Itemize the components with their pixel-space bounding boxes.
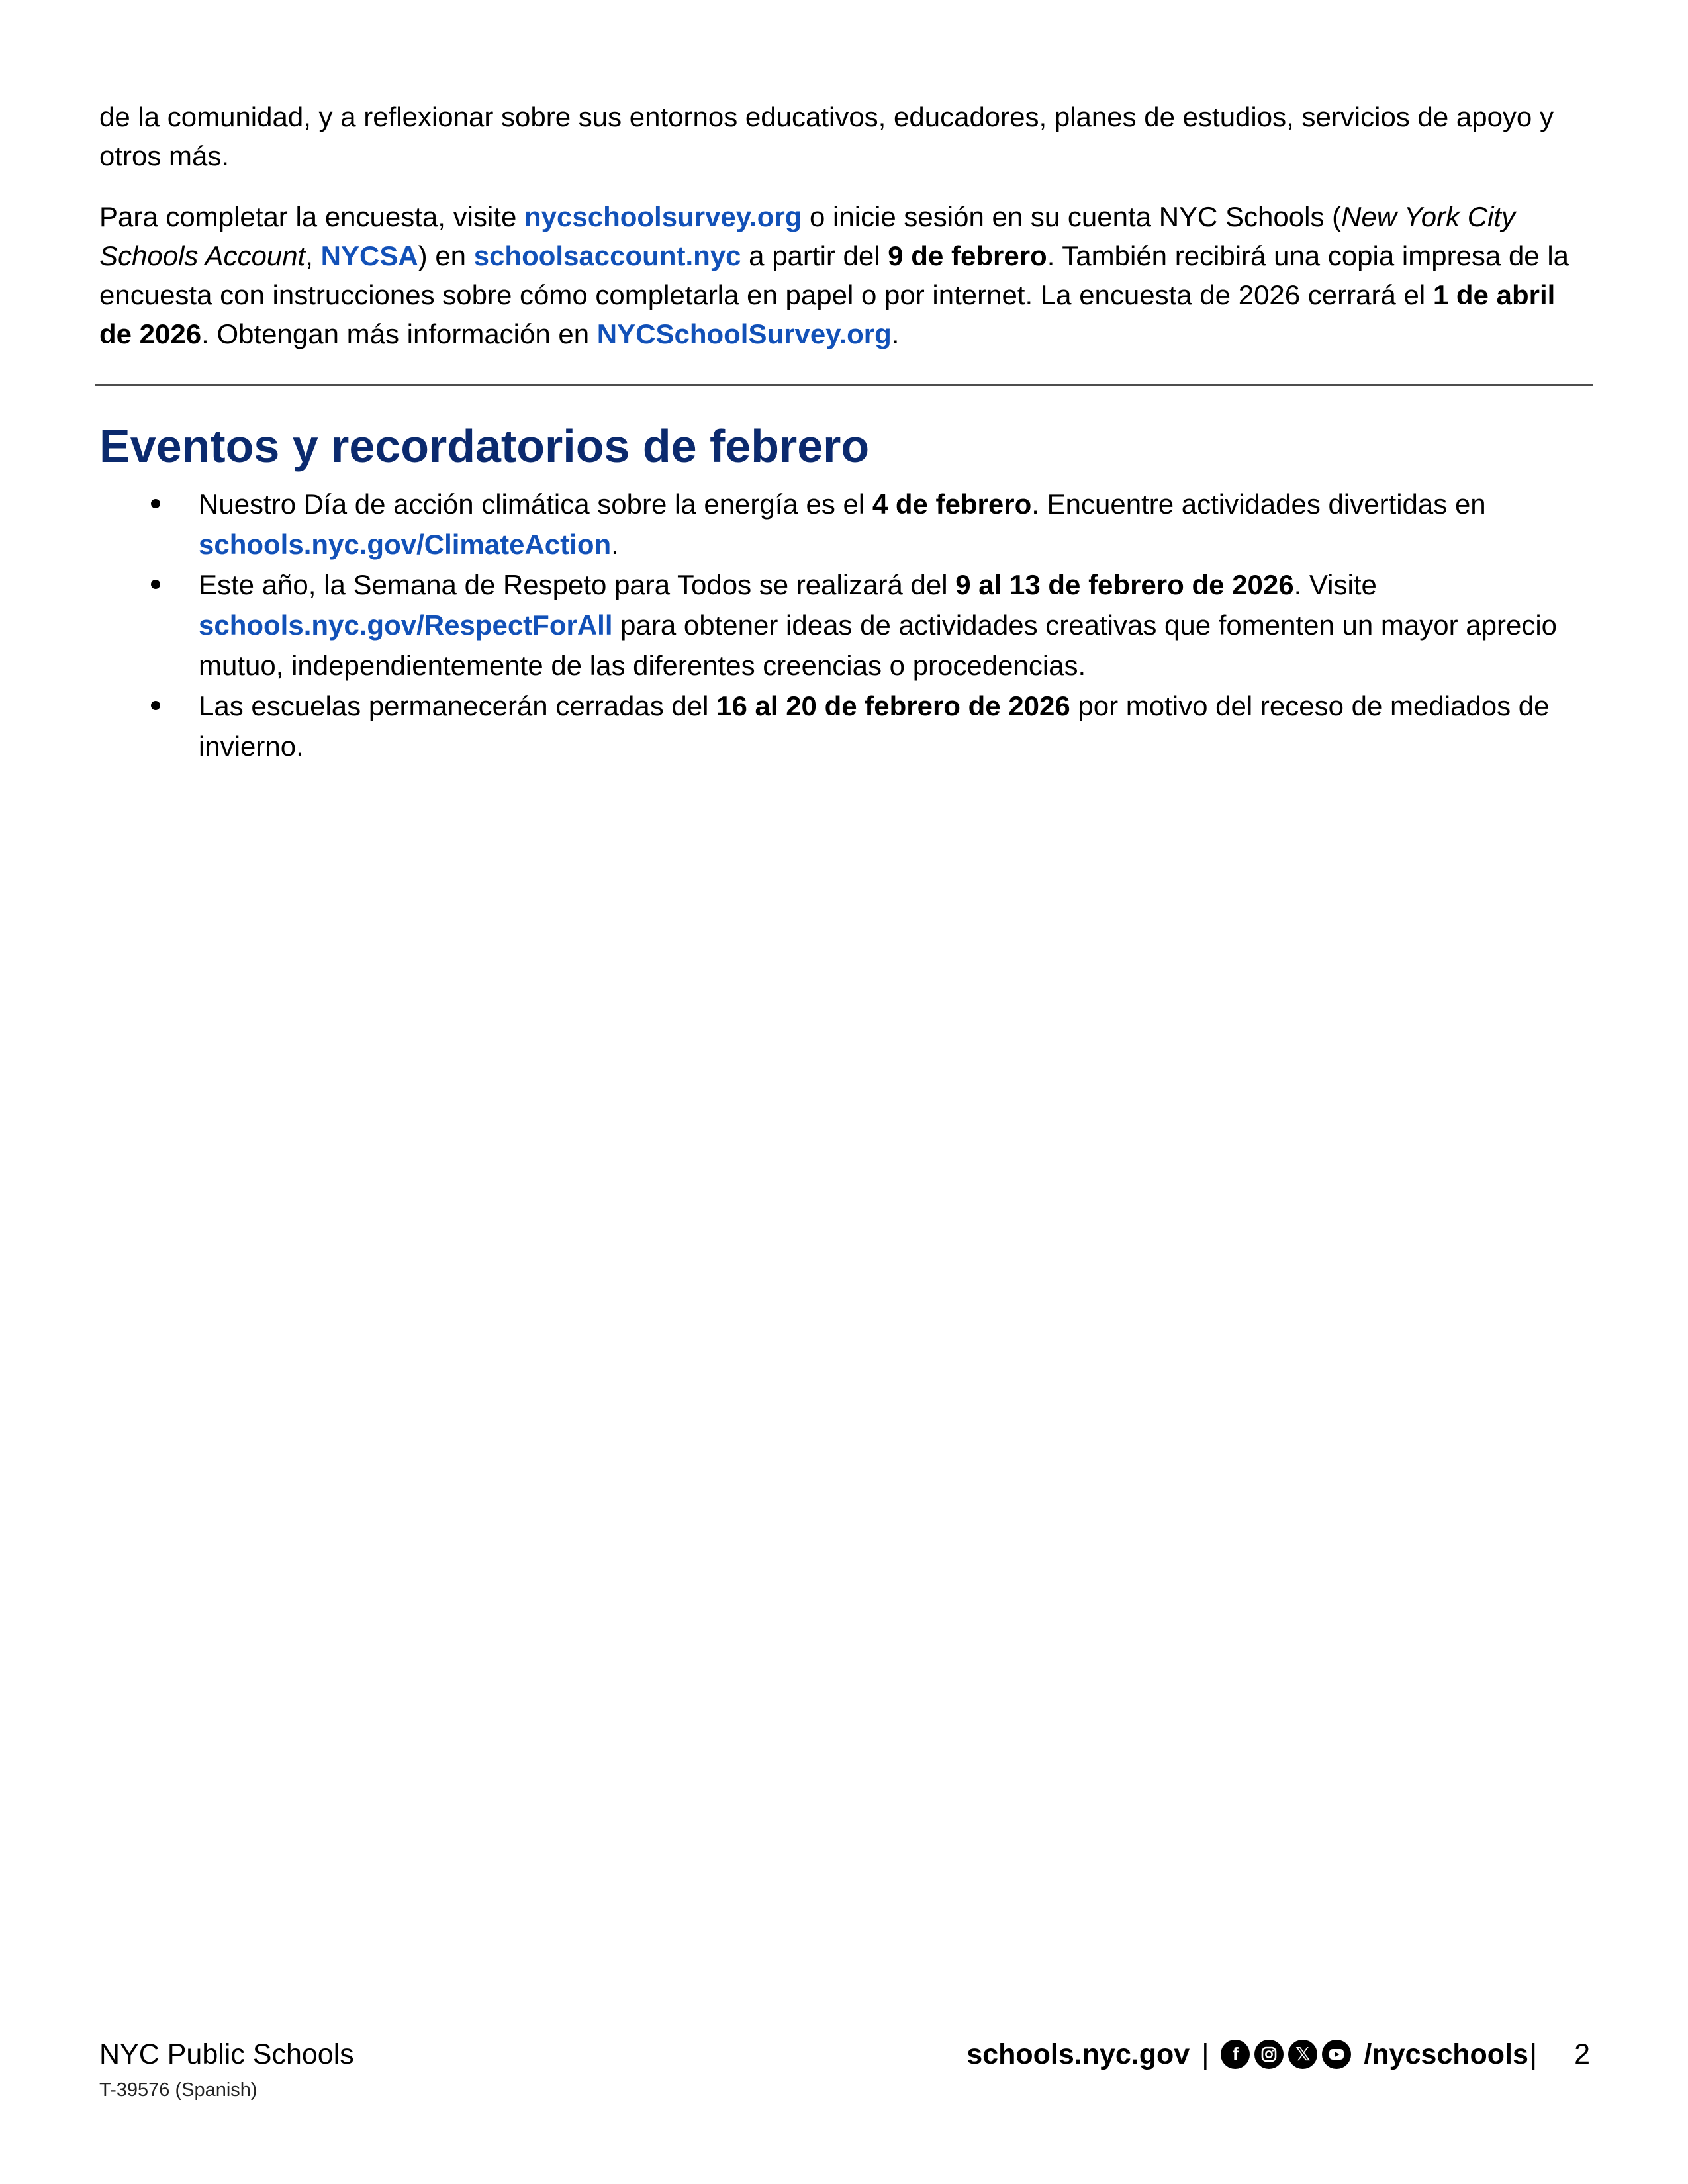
climate-action-link[interactable]: schools.nyc.gov/ClimateAction [199, 529, 612, 560]
footer-website-link[interactable]: schools.nyc.gov [966, 2038, 1190, 2070]
event-text: Este año, la Semana de Respeto para Todos se realizará del [199, 569, 956, 600]
events-list [99, 484, 1589, 766]
section-divider [95, 384, 1593, 386]
event-text: . Encuentre actividades divertidas en [1031, 488, 1486, 520]
event-text: . [611, 529, 619, 560]
event-text: Las escuelas permanecerán cerradas del [199, 690, 717, 721]
youtube-icon[interactable] [1322, 2040, 1351, 2069]
footer-handle-separator: | [1529, 2038, 1538, 2070]
instagram-icon[interactable] [1254, 2040, 1284, 2069]
schoolsaccount-link[interactable]: schoolsaccount.nyc [473, 240, 741, 271]
list-item [99, 686, 1589, 766]
nycschoolsurvey-more-info-link[interactable]: NYCSchoolSurvey.org [596, 318, 892, 349]
bullet-icon [151, 499, 160, 508]
bullet-icon [151, 701, 160, 710]
survey-close-date: 1 de abril de 2026 [99, 279, 1556, 349]
survey-paragraph [99, 197, 1589, 353]
event-text: . Visite [1293, 569, 1377, 600]
intro-continuation-paragraph: de la comunidad, y a reflexionar sobre sus entornos educativos, educadores, planes de estudios, servicios de apoyo y otros más. [99, 101, 1554, 171]
event-text: Nuestro Día de acción climática sobre la energía es el [199, 488, 872, 520]
list-item [99, 484, 1589, 565]
facebook-icon[interactable]: f [1221, 2040, 1250, 2069]
nycsa-link[interactable]: NYCSA [320, 240, 418, 271]
survey-text: Para completar la encuesta, visite [99, 201, 524, 232]
document-page [99, 0, 1589, 2184]
event-text: para obtener ideas de actividades creativas que fomenten un mayor aprecio mutuo, independientemente de las diferentes creencias o procedencias. [199, 610, 1558, 681]
survey-text: . Obtengan más información en [201, 318, 597, 349]
survey-text: , [305, 240, 321, 271]
respect-for-all-link[interactable]: schools.nyc.gov/RespectForAll [199, 610, 613, 641]
event-text: por motivo del receso de mediados de invierno. [199, 690, 1550, 762]
nycschoolsurvey-link[interactable]: nycschoolsurvey.org [524, 201, 802, 232]
footer-org-name: NYC Public Schools [99, 2038, 354, 2070]
survey-start-date: 9 de febrero [888, 240, 1047, 271]
footer-social-handle-link[interactable]: /nycschools [1364, 2038, 1528, 2070]
list-item [99, 565, 1589, 686]
survey-text: . [891, 318, 900, 349]
footer-links [966, 2036, 1590, 2073]
events-heading: Eventos y recordatorios de febrero [99, 420, 870, 472]
nycsa-full-name: New York City Schools Account [99, 201, 1516, 271]
page-number: 2 [1574, 2038, 1590, 2070]
event-date: 9 al 13 de febrero de 2026 [955, 569, 1294, 600]
event-date: 4 de febrero [872, 488, 1032, 520]
survey-text: . También recibirá una copia impresa de la encuesta con instrucciones sobre cómo completarla en papel o por internet. La encuesta de 2026 cerrará el [99, 240, 1570, 310]
event-date: 16 al 20 de febrero de 2026 [716, 690, 1070, 721]
x-icon[interactable]: 𝕏 [1288, 2040, 1317, 2069]
survey-text: ) en [418, 240, 474, 271]
bullet-icon [151, 580, 160, 589]
survey-text: a partir del [741, 240, 888, 271]
footer-doc-code: T-39576 (Spanish) [99, 2079, 258, 2101]
survey-text: o inicie sesión en su cuenta NYC Schools ( [802, 201, 1342, 232]
footer-separator: | [1201, 2038, 1209, 2070]
